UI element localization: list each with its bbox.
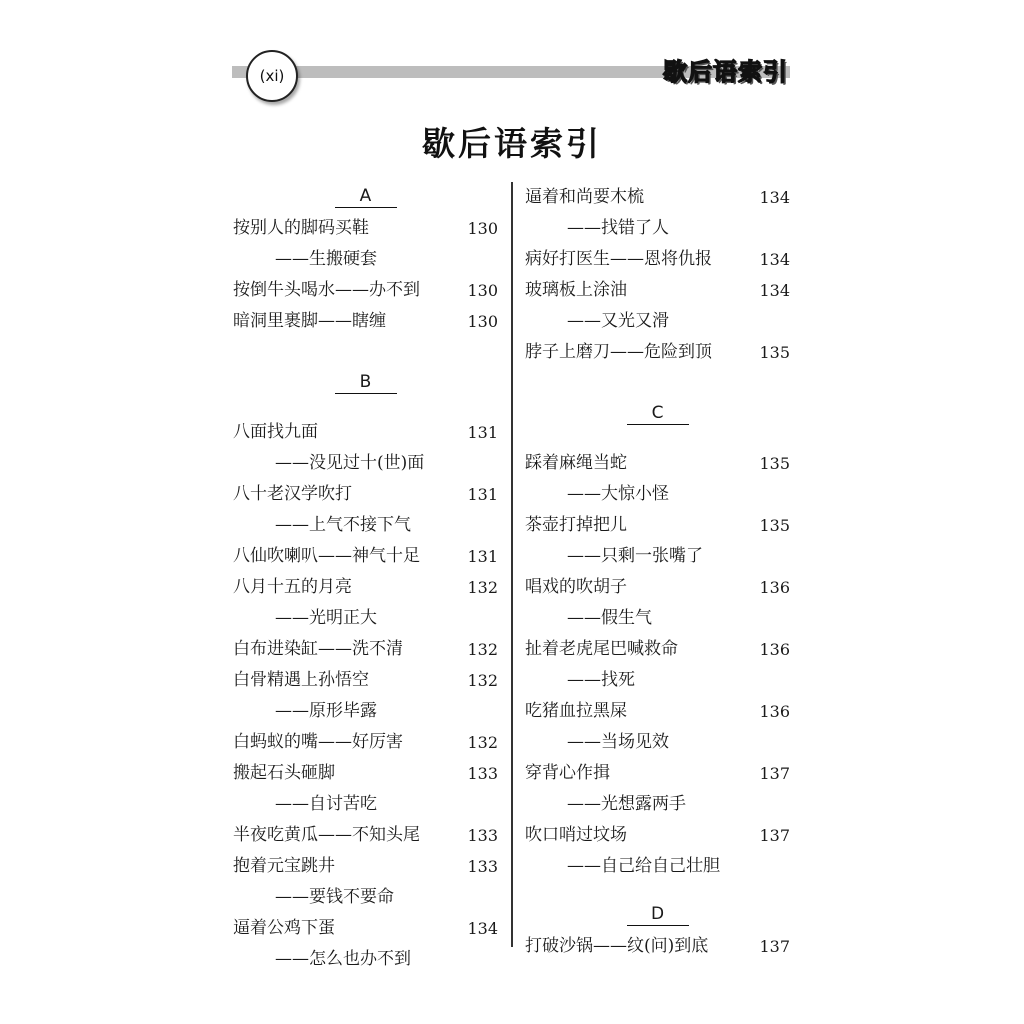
index-entry [233,479,498,510]
index-entry [525,931,790,962]
entry-page-number: 132 [467,733,498,752]
spacer [233,399,498,417]
entry-page-number: 133 [467,826,498,845]
index-entry [233,417,498,448]
spacer [525,430,790,448]
index-entry [233,541,498,572]
entry-page-number: 137 [759,764,790,783]
entry-text: 半夜吃黄瓜——不知头尾 [233,825,420,845]
section-letter-text: B [335,371,397,394]
entry-text: 白骨精遇上孙悟空 [233,670,369,690]
section-letter [233,182,498,213]
entry-text: ——又光又滑 [567,311,669,331]
entry-text: ——光明正大 [275,608,377,628]
index-entry [525,182,790,213]
index-entry [525,448,790,479]
entry-text: 玻璃板上涂油 [525,280,627,300]
entry-text: 八仙吹喇叭——神气十足 [233,546,420,566]
entry-text: 吹口哨过坟场 [525,825,627,845]
entry-text: ——生搬硬套 [275,249,377,269]
entry-text: ——假生气 [567,608,652,628]
index-entry [233,665,498,696]
entry-page-number: 135 [759,343,790,362]
entry-text: ——大惊小怪 [567,484,669,504]
entry-page-number: 133 [467,764,498,783]
index-entry-continuation [525,541,790,572]
index-entry [233,727,498,758]
index-entry [233,306,498,337]
entry-text: 按别人的脚码买鞋 [233,218,369,238]
index-entry [233,851,498,882]
entry-text: 八面找九面 [233,422,318,442]
entry-text: ——找错了人 [567,218,669,238]
index-entry-continuation [233,882,498,913]
entry-page-number: 136 [759,578,790,597]
entry-page-number: 131 [467,547,498,566]
entry-page-number: 130 [467,312,498,331]
entry-page-number: 132 [467,578,498,597]
entry-text: ——上气不接下气 [275,515,411,535]
entry-text: 八十老汉学吹打 [233,484,352,504]
entry-page-number: 130 [467,219,498,238]
index-entry-continuation [525,603,790,634]
entry-page-number: 134 [759,250,790,269]
spacer [525,368,790,399]
section-letter [525,900,790,931]
index-column-left [233,182,498,975]
entry-page-number: 134 [759,281,790,300]
index-entry [525,820,790,851]
entry-page-number: 131 [467,485,498,504]
index-entry-continuation [525,727,790,758]
index-entry-continuation [233,944,498,975]
entry-text: 八月十五的月亮 [233,577,352,597]
entry-page-number: 130 [467,281,498,300]
section-letter [233,368,498,399]
entry-page-number: 137 [759,937,790,956]
index-entry [525,244,790,275]
index-entry-continuation [233,603,498,634]
index-entry-continuation [525,479,790,510]
index-entry [233,820,498,851]
index-entry-continuation [233,244,498,275]
entry-page-number: 137 [759,826,790,845]
index-entry [525,337,790,368]
index-entry [233,758,498,789]
entry-text: 白布进染缸——洗不清 [233,639,403,659]
index-entry-continuation [525,851,790,882]
section-letter [525,399,790,430]
index-entry [233,572,498,603]
entry-page-number: 135 [759,516,790,535]
spacer [525,882,790,900]
page-number-badge [246,50,298,102]
entry-text: ——自讨苦吃 [275,794,377,814]
entry-text: ——要钱不要命 [275,887,394,907]
section-letter-text: C [627,402,689,425]
entry-text: 穿背心作揖 [525,763,610,783]
entry-text: 脖子上磨刀——危险到顶 [525,342,712,362]
entry-page-number: 132 [467,671,498,690]
index-entry-continuation [525,213,790,244]
entry-text: 抱着元宝跳井 [233,856,335,876]
entry-text: ——光想露两手 [567,794,686,814]
entry-page-number: 136 [759,640,790,659]
entry-text: 白蚂蚁的嘴——好厉害 [233,732,403,752]
index-column-right [525,182,790,962]
index-entry [525,510,790,541]
entry-text: 唱戏的吹胡子 [525,577,627,597]
index-entry [233,213,498,244]
entry-page-number: 136 [759,702,790,721]
entry-text: 逼着和尚要木梳 [525,187,644,207]
spacer [233,337,498,368]
index-entry [525,572,790,603]
page-title: 歇后语索引 [422,124,602,163]
entry-text: 扯着老虎尾巴喊救命 [525,639,678,659]
index-entry [525,696,790,727]
index-entry [233,275,498,306]
index-entry-continuation [233,696,498,727]
entry-text: 茶壶打掉把儿 [525,515,627,535]
column-divider [511,182,513,947]
index-entry-continuation [233,448,498,479]
entry-text: ——自己给自己壮胆 [567,856,720,876]
running-title: 歇后语索引 [663,58,788,86]
index-entry-continuation [525,665,790,696]
index-entry-continuation [233,510,498,541]
entry-text: 病好打医生——恩将仇报 [525,249,712,269]
entry-text: ——怎么也办不到 [275,949,411,969]
entry-text: ——找死 [567,670,635,690]
page-number: (xi) [259,67,285,85]
entry-text: 搬起石头砸脚 [233,763,335,783]
entry-text: ——没见过十(世)面 [275,453,425,473]
entry-text: ——原形毕露 [275,701,377,721]
index-entry [525,758,790,789]
entry-page-number: 133 [467,857,498,876]
index-entry-continuation [525,306,790,337]
entry-page-number: 135 [759,454,790,473]
entry-text: 按倒牛头喝水——办不到 [233,280,420,300]
index-entry-continuation [233,789,498,820]
entry-text: 踩着麻绳当蛇 [525,453,627,473]
entry-text: ——只剩一张嘴了 [567,546,703,566]
entry-text: 逼着公鸡下蛋 [233,918,335,938]
index-entry [233,634,498,665]
entry-text: ——当场见效 [567,732,669,752]
section-letter-text: A [335,185,397,208]
entry-page-number: 134 [759,188,790,207]
index-entry [525,634,790,665]
entry-text: 打破沙锅——纹(问)到底 [525,936,709,956]
entry-page-number: 134 [467,919,498,938]
entry-text: 吃猪血拉黑屎 [525,701,627,721]
entry-page-number: 132 [467,640,498,659]
index-entry-continuation [525,789,790,820]
entry-page-number: 131 [467,423,498,442]
index-entry [525,275,790,306]
section-letter-text: D [627,903,689,926]
index-entry [233,913,498,944]
entry-text: 暗洞里裹脚——瞎缠 [233,311,386,331]
